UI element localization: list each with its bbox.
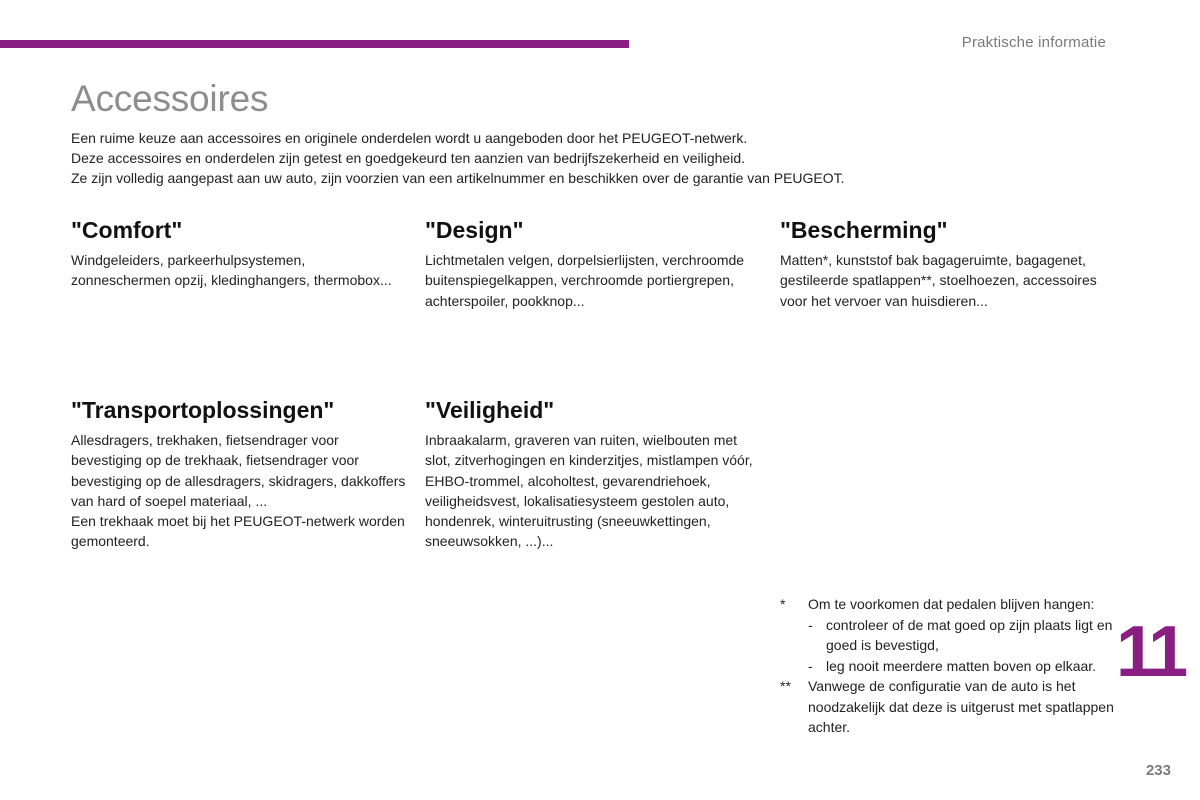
footnote-double-asterisk bbox=[780, 676, 1120, 738]
footnotes bbox=[780, 594, 1120, 738]
category-comfort bbox=[71, 216, 406, 291]
category-safety bbox=[425, 396, 760, 552]
category-text: Inbraakalarm, graveren van ruiten, wielbouten met slot, zitverhogingen en kinderzitjes, mistlampen vóór, EHBO-trommel, alcoholtest, gevarendriehoek, veiligheidsvest, lokalisatiesysteem gestolen auto, hondenrek, winteruitrusting (sneeuwkettingen, sneeuwsokken, ...)... bbox=[425, 432, 753, 550]
category-heading: "Veiligheid" bbox=[425, 397, 555, 423]
category-text: Allesdragers, trekhaken, fietsendrager voor bevestiging op de trekhaak, fietsendrager voor bevestiging op de allesdragers, skidragers, dakkoffers van hard of soepel materiaal, ... bbox=[71, 432, 406, 509]
dash-bullet: - bbox=[808, 616, 813, 633]
footnote-sub-item bbox=[808, 615, 1120, 656]
section-header: Praktische informatie bbox=[961, 34, 1106, 51]
footnote-text: Vanwege de configuratie van de auto is het noodzakelijk dat deze is uitgerust met spatlappen achter. bbox=[808, 678, 1114, 735]
category-protection bbox=[780, 216, 1115, 311]
page-title: Accessoires bbox=[71, 78, 269, 119]
dash-bullet: - bbox=[808, 657, 813, 674]
category-text: Windgeleiders, parkeerhulpsystemen, zonneschermen opzij, kledinghangers, thermobox... bbox=[71, 252, 392, 289]
category-heading: "Design" bbox=[425, 217, 524, 243]
category-heading: "Bescherming" bbox=[780, 217, 948, 243]
footnote-sub-item bbox=[808, 656, 1120, 677]
intro-line: Een ruime keuze aan accessoires en originele onderdelen wordt u aangeboden door het PEUGEOT-netwerk. bbox=[71, 130, 748, 146]
category-transport bbox=[71, 396, 406, 552]
intro-line: Ze zijn volledig aangepast aan uw auto, zijn voorzien van een artikelnummer en beschikken over de garantie van PEUGEOT. bbox=[71, 170, 845, 186]
footnote-mark: * bbox=[780, 596, 786, 612]
category-note: Een trekhaak moet bij het PEUGEOT-netwerk worden gemonteerd. bbox=[71, 513, 405, 550]
category-heading: "Comfort" bbox=[71, 217, 183, 243]
intro-line: Deze accessoires en onderdelen zijn getest en goedgekeurd ten aanzien van bedrijfszekerheid en veiligheid. bbox=[71, 150, 745, 166]
category-heading: "Transportoplossingen" bbox=[71, 397, 335, 423]
category-design bbox=[425, 216, 760, 311]
footnote-text: Om te voorkomen dat pedalen blijven hangen: bbox=[808, 596, 1095, 612]
footnote-mark: ** bbox=[780, 678, 791, 694]
footnote-single-asterisk bbox=[780, 594, 1120, 676]
category-text: Lichtmetalen velgen, dorpelsierlijsten, verchroomde buitenspiegelkappen, verchroomde portiergrepen, achterspoiler, pookknop... bbox=[425, 252, 745, 309]
footnote-sub-text: controleer of de mat goed op zijn plaats ligt en goed is bevestigd, bbox=[826, 616, 1113, 653]
category-text: Matten*, kunststof bak bagageruimte, bagagenet, gestileerde spatlappen**, stoelhoezen, accessoires voor het vervoer van huisdieren... bbox=[780, 252, 1097, 309]
intro-text bbox=[71, 128, 1131, 188]
chapter-number: 11 bbox=[1116, 612, 1185, 692]
section-color-bar bbox=[0, 40, 629, 48]
page-number: 233 bbox=[1145, 762, 1171, 779]
footnote-sub-text: leg nooit meerdere matten boven op elkaar. bbox=[826, 657, 1097, 674]
